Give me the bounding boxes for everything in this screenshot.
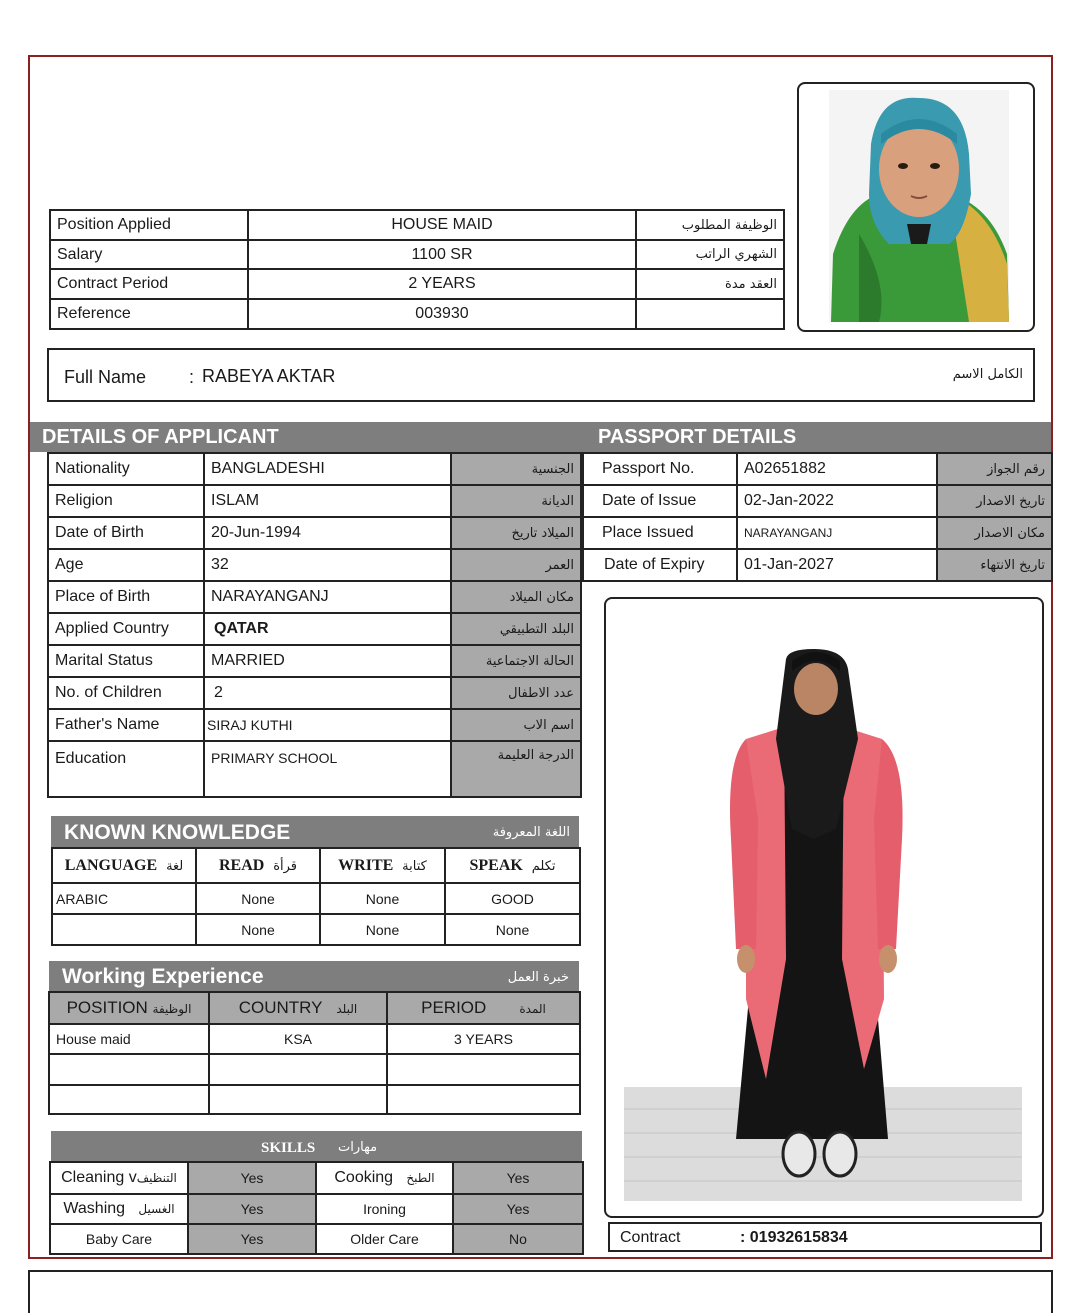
knowledge-table <box>51 847 581 946</box>
salary-label: Salary <box>50 240 248 269</box>
period-header: PERIOD المدة <box>387 992 580 1024</box>
issue-date-value: 02-Jan-2022 <box>737 485 937 517</box>
dob-arabic: الميلاد تاريخ <box>451 517 581 549</box>
experience-band <box>49 961 579 991</box>
portrait-photo <box>799 84 1033 330</box>
country-cell <box>209 1085 387 1114</box>
full-body-photo <box>606 599 1042 1216</box>
table-row <box>583 549 1052 581</box>
language-cell: ARABIC <box>52 883 196 914</box>
table-row <box>48 613 581 645</box>
table-row <box>48 485 581 517</box>
full-name-value: RABEYA AKTAR <box>202 366 336 386</box>
cooking-value: Yes <box>453 1162 583 1194</box>
write-cell: None <box>320 883 445 914</box>
position-arabic: الوظيفة المطلوب <box>636 210 784 240</box>
contract-label: Contract <box>620 1229 681 1246</box>
knowledge-title-arabic: اللغة المعروفة <box>492 825 570 840</box>
expiry-date-value: 01-Jan-2027 <box>737 549 937 581</box>
table-row <box>50 1194 583 1224</box>
table-row <box>48 517 581 549</box>
religion-label: Religion <box>48 485 204 517</box>
table-row <box>583 485 1052 517</box>
nationality-arabic: الجنسية <box>451 453 581 485</box>
place-issued-arabic: مكان الاصدار <box>937 517 1052 549</box>
table-row <box>48 677 581 709</box>
full-name-row <box>47 348 1035 402</box>
write-header: WRITE كتابة <box>320 848 445 883</box>
children-value: 2 <box>204 677 451 709</box>
baby-care-label: Baby Care <box>50 1224 188 1254</box>
expiry-date-label: Date of Expiry <box>583 549 737 581</box>
applied-country-value: QATAR <box>204 613 451 645</box>
applicant-section-title: DETAILS OF APPLICANT <box>42 426 279 448</box>
speak-cell: GOOD <box>445 883 580 914</box>
table-row <box>50 269 784 299</box>
cooking-label: Cooking الطبخ <box>316 1162 453 1194</box>
period-cell: 3 YEARS <box>387 1024 580 1054</box>
skills-band <box>51 1131 582 1161</box>
nationality-value: BANGLADESHI <box>204 453 451 485</box>
portrait-photo-frame <box>797 82 1035 332</box>
table-row <box>48 741 581 797</box>
contract-number: : 01932615834 <box>740 1229 848 1246</box>
table-row <box>52 914 580 945</box>
place-issued-value: NARAYANGANJ <box>737 517 937 549</box>
dob-label: Date of Birth <box>48 517 204 549</box>
read-cell: None <box>196 914 320 945</box>
applicant-table <box>47 452 582 798</box>
table-row <box>48 645 581 677</box>
marital-status-label: Marital Status <box>48 645 204 677</box>
contract-period-arabic: العقد مدة <box>636 269 784 299</box>
position-cell: House maid <box>49 1024 209 1054</box>
passport-no-value: A02651882 <box>737 453 937 485</box>
knowledge-title: KNOWN KNOWLEDGE <box>64 821 291 844</box>
education-arabic: الدرجة العليمة <box>451 741 581 797</box>
experience-table <box>48 991 581 1115</box>
ironing-label: Ironing <box>316 1194 453 1224</box>
passport-no-arabic: رقم الجواز <box>937 453 1052 485</box>
position-header: POSITION الوظيفة <box>49 992 209 1024</box>
skills-table <box>49 1161 584 1255</box>
table-row <box>50 1162 583 1194</box>
read-cell: None <box>196 883 320 914</box>
table-row <box>48 453 581 485</box>
nationality-label: Nationality <box>48 453 204 485</box>
contract-row <box>608 1222 1042 1252</box>
table-row <box>50 240 784 269</box>
expiry-date-arabic: تاريخ الانتهاء <box>937 549 1052 581</box>
language-cell <box>52 914 196 945</box>
table-row <box>49 1054 580 1085</box>
applied-country-arabic: البلد التطبيقي <box>451 613 581 645</box>
religion-value: ISLAM <box>204 485 451 517</box>
education-value: PRIMARY SCHOOL <box>204 741 451 797</box>
skills-title: SKILLS <box>261 1140 316 1156</box>
place-of-birth-arabic: مكان الميلاد <box>451 581 581 613</box>
passport-section-title: PASSPORT DETAILS <box>598 426 797 448</box>
ironing-value: Yes <box>453 1194 583 1224</box>
contract-period-label: Contract Period <box>50 269 248 299</box>
full-name-label: Full Name <box>64 367 147 387</box>
dob-value: 20-Jun-1994 <box>204 517 451 549</box>
baby-care-value: Yes <box>188 1224 316 1254</box>
speak-cell: None <box>445 914 580 945</box>
contract-period-value: 2 YEARS <box>248 269 636 299</box>
fathers-name-value: SIRAJ KUTHI <box>204 709 451 741</box>
section-header-band <box>30 422 1051 452</box>
period-cell <box>387 1054 580 1085</box>
fathers-name-label: Father's Name <box>48 709 204 741</box>
place-issued-label: Place Issued <box>583 517 737 549</box>
applied-country-label: Applied Country <box>48 613 204 645</box>
table-row <box>48 709 581 741</box>
table-row <box>48 549 581 581</box>
position-cell <box>49 1085 209 1114</box>
salary-arabic: الشهري الراتب <box>636 240 784 269</box>
write-cell: None <box>320 914 445 945</box>
older-care-label: Older Care <box>316 1224 453 1254</box>
washing-label: Washing الغسيل <box>50 1194 188 1224</box>
country-cell <box>209 1054 387 1085</box>
full-name-arabic: الكامل الاسم <box>952 367 1023 382</box>
religion-arabic: الديانة <box>451 485 581 517</box>
table-row <box>49 992 580 1024</box>
age-arabic: العمر <box>451 549 581 581</box>
country-header: COUNTRY البلد <box>209 992 387 1024</box>
position-cell <box>49 1054 209 1085</box>
reference-label: Reference <box>50 299 248 329</box>
issue-date-arabic: تاريخ الاصدار <box>937 485 1052 517</box>
table-row <box>52 883 580 914</box>
full-body-photo-frame <box>604 597 1044 1218</box>
knowledge-band <box>51 816 579 847</box>
age-label: Age <box>48 549 204 581</box>
fathers-name-arabic: اسم الاب <box>451 709 581 741</box>
next-page-frame <box>28 1270 1053 1313</box>
older-care-value: No <box>453 1224 583 1254</box>
reference-value: 003930 <box>248 299 636 329</box>
children-arabic: عدد الاطفال <box>451 677 581 709</box>
experience-title: Working Experience <box>62 965 264 988</box>
table-row <box>583 517 1052 549</box>
passport-table <box>582 452 1053 582</box>
speak-header: SPEAK تكلم <box>445 848 580 883</box>
place-of-birth-value: NARAYANGANJ <box>204 581 451 613</box>
table-row <box>583 453 1052 485</box>
table-row <box>50 299 784 329</box>
position-label: Position Applied <box>50 210 248 240</box>
position-table <box>49 209 785 330</box>
language-header: LANGUAGE لغة <box>52 848 196 883</box>
country-cell: KSA <box>209 1024 387 1054</box>
washing-value: Yes <box>188 1194 316 1224</box>
reference-arabic <box>636 299 784 329</box>
table-row <box>49 1085 580 1114</box>
salary-value: 1100 SR <box>248 240 636 269</box>
issue-date-label: Date of Issue <box>583 485 737 517</box>
period-cell <box>387 1085 580 1114</box>
marital-status-value: MARRIED <box>204 645 451 677</box>
skills-title-arabic: مهارات <box>338 1140 378 1155</box>
table-row <box>50 1224 583 1254</box>
experience-title-arabic: خبرة العمل <box>507 970 569 985</box>
cleaning-value: Yes <box>188 1162 316 1194</box>
table-row <box>49 1024 580 1054</box>
read-header: READ قرأة <box>196 848 320 883</box>
education-label: Education <box>48 741 204 797</box>
table-row <box>52 848 580 883</box>
age-value: 32 <box>204 549 451 581</box>
marital-status-arabic: الحالة الاجتماعية <box>451 645 581 677</box>
table-row <box>50 210 784 240</box>
table-row <box>48 581 581 613</box>
passport-no-label: Passport No. <box>583 453 737 485</box>
cleaning-label: Cleaning vالتنظيف <box>50 1162 188 1194</box>
children-label: No. of Children <box>48 677 204 709</box>
position-value: HOUSE MAID <box>248 210 636 240</box>
full-name-colon: : <box>189 367 195 387</box>
place-of-birth-label: Place of Birth <box>48 581 204 613</box>
